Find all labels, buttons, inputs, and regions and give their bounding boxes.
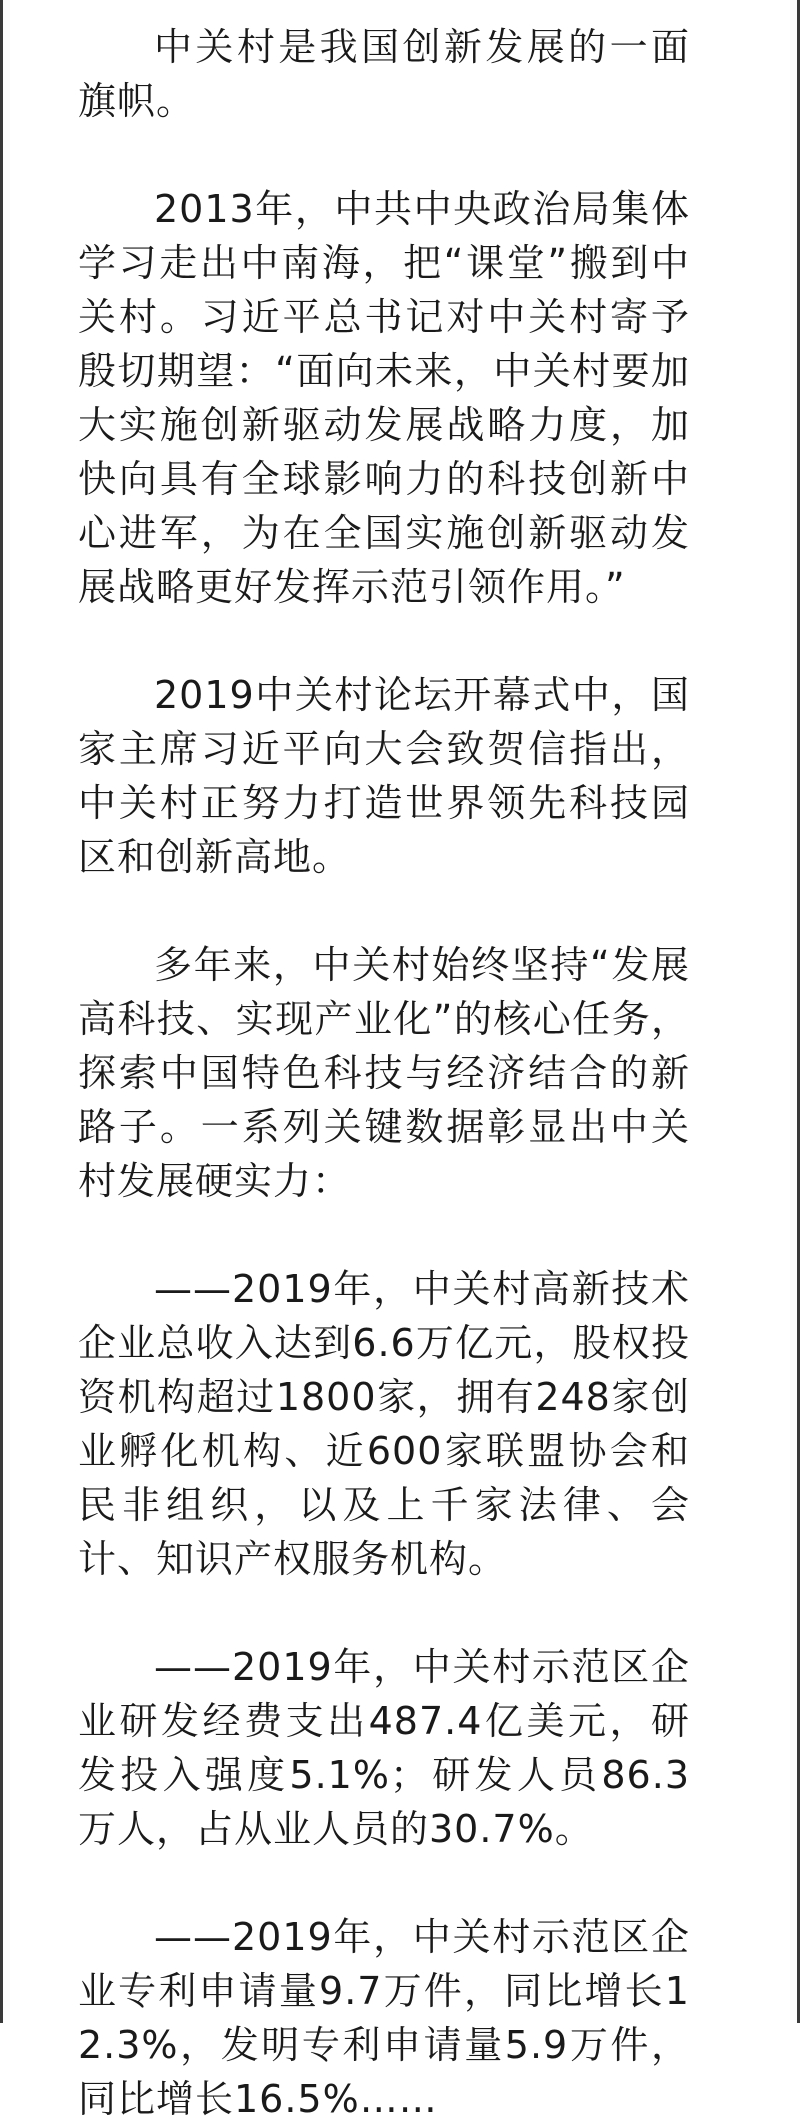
left-border bbox=[0, 0, 3, 2023]
article-body bbox=[78, 20, 690, 2126]
paragraph-patent-data: ——2019年，中关村示范区企业专利申请量9.7万件，同比增长12.3%，发明专利申请量5.9万件，同比增长16.5%…… bbox=[78, 1915, 690, 2121]
paragraph-2013-study: 2013年，中共中央政治局集体学习走出中南海，把“课堂”搬到中关村。习近平总书记对中关村寄予殷切期望：“面向未来，中关村要加大实施创新驱动发展战略力度，加快向具有全球影响力的科技创新中心进军，为在全国实施创新驱动发展战略更好发挥示范引领作用。” bbox=[78, 187, 690, 609]
paragraph-2019-forum: 2019中关村论坛开幕式中，国家主席习近平向大会致贺信指出，中关村正努力打造世界领先科技园区和创新高地。 bbox=[78, 673, 690, 879]
paragraph-revenue-data: ——2019年，中关村高新技术企业总收入达到6.6万亿元，股权投资机构超过1800家，拥有248家创业孵化机构、近600家联盟协会和民非组织，以及上千家法律、会计、知识产权服务机构。 bbox=[78, 1267, 690, 1581]
paragraph-rnd-data: ——2019年，中关村示范区企业研发经费支出487.4亿美元，研发投入强度5.1%；研发人员86.3万人，占从业人员的30.7%。 bbox=[78, 1645, 690, 1851]
paragraph-key-data-intro: 多年来，中关村始终坚持“发展高科技、实现产业化”的核心任务，探索中国特色科技与经济结合的新路子。一系列关键数据彰显出中关村发展硬实力： bbox=[78, 943, 690, 1203]
paragraph-intro: 中关村是我国创新发展的一面旗帜。 bbox=[78, 25, 690, 123]
